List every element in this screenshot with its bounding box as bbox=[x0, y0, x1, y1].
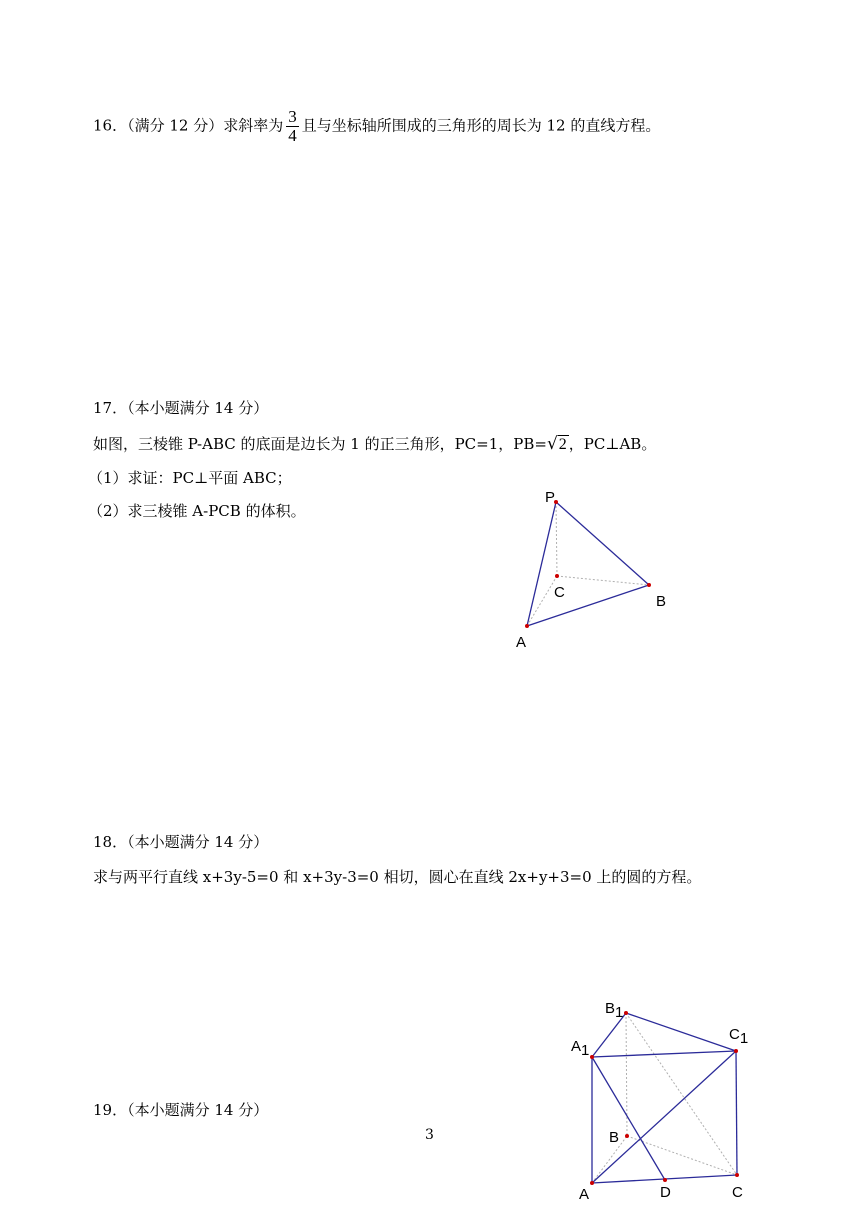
q16-line bbox=[93, 108, 660, 145]
sqrt-radicand: 2 bbox=[558, 436, 567, 453]
edge-ab bbox=[527, 585, 649, 626]
label-c1-letter: C bbox=[729, 1026, 740, 1043]
vertex-c1 bbox=[734, 1049, 738, 1053]
edge-a1d bbox=[592, 1057, 665, 1180]
label-b1 bbox=[605, 1000, 623, 1021]
label-a1-letter: A bbox=[571, 1038, 582, 1055]
hidden-edge-pc bbox=[556, 502, 557, 576]
hidden-edge-bc bbox=[627, 1136, 737, 1175]
q17-intro-before: 如图，三棱锥 P-ABC 的底面是边长为 1 的正三角形，PC=1，PB= bbox=[93, 435, 547, 453]
vertex-b1 bbox=[624, 1011, 628, 1015]
pyramid-figure bbox=[500, 485, 700, 655]
vertex-a bbox=[525, 624, 529, 628]
edge-b1c1 bbox=[626, 1013, 736, 1051]
hidden-edge-ca bbox=[527, 576, 557, 626]
edge-pb bbox=[556, 502, 649, 585]
q18-header: 18．（本小题满分 14 分） bbox=[93, 833, 269, 851]
slope-fraction bbox=[286, 108, 299, 145]
vertex-c bbox=[735, 1173, 739, 1177]
q19-header: 19．（本小题满分 14 分） bbox=[93, 1101, 269, 1119]
vertex-a1 bbox=[590, 1055, 594, 1059]
label-b: B bbox=[656, 593, 667, 610]
label-b1-subscript: 1 bbox=[615, 1004, 624, 1021]
q17-intro bbox=[93, 434, 656, 454]
edge-cc1 bbox=[736, 1051, 737, 1175]
q16-text-after: 且与坐标轴所围成的三角形的周长为 12 的直线方程。 bbox=[301, 116, 661, 135]
vertex-a bbox=[590, 1181, 594, 1185]
page-number: 3 bbox=[425, 1127, 434, 1143]
vertex-b bbox=[647, 583, 651, 587]
q16-text-before: 求斜率为 bbox=[223, 116, 284, 135]
label-p: P bbox=[545, 489, 556, 506]
edge-ac1 bbox=[592, 1051, 736, 1183]
q16-number: 16． bbox=[93, 116, 128, 135]
label-b: B bbox=[609, 1129, 620, 1146]
hidden-edge-bb1 bbox=[626, 1013, 627, 1136]
q17-intro-after: ，PC⊥AB。 bbox=[568, 435, 657, 453]
q17-header: 17．（本小题满分 14 分） bbox=[93, 399, 269, 417]
hidden-edge-b1c bbox=[626, 1013, 737, 1175]
fraction-denominator: 4 bbox=[288, 126, 297, 145]
edge-pa bbox=[527, 502, 556, 626]
fraction-numerator: 3 bbox=[288, 107, 297, 126]
label-b1-letter: B bbox=[605, 1000, 616, 1017]
label-c1-subscript: 1 bbox=[739, 1030, 749, 1047]
vertex-d bbox=[663, 1178, 667, 1182]
prism-figure bbox=[560, 995, 760, 1210]
label-c: C bbox=[732, 1184, 743, 1201]
label-a1-subscript: 1 bbox=[581, 1042, 590, 1059]
hidden-edge-cb bbox=[557, 576, 649, 585]
q16-score: （满分 12 分） bbox=[127, 116, 224, 135]
label-c: C bbox=[554, 584, 565, 601]
label-a: A bbox=[579, 1186, 590, 1203]
q17-part1: （1）求证：PC⊥平面 ABC； bbox=[88, 469, 292, 487]
label-c1 bbox=[729, 1026, 748, 1047]
vertex-b bbox=[625, 1134, 629, 1138]
edge-a1c1 bbox=[592, 1051, 736, 1057]
label-a1 bbox=[571, 1038, 589, 1059]
vertex-c bbox=[555, 574, 559, 578]
sqrt-sign: √ bbox=[546, 434, 558, 454]
label-d: D bbox=[660, 1184, 671, 1201]
q18-text: 求与两平行直线 x+3y-5=0 和 x+3y-3=0 相切，圆心在直线 2x+y+3=0 上的圆的方程。 bbox=[93, 868, 702, 886]
q17-part2: （2）求三棱锥 A-PCB 的体积。 bbox=[88, 502, 306, 520]
label-a: A bbox=[516, 634, 527, 651]
